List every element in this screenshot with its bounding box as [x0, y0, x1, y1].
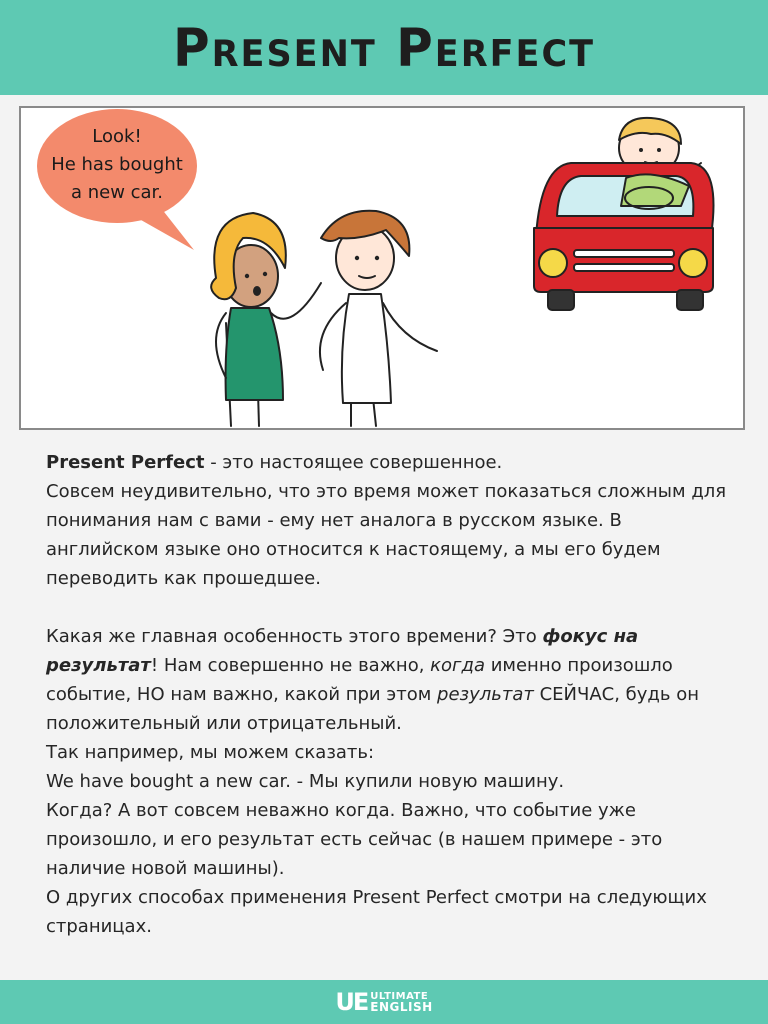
logo-mark: UE	[335, 988, 368, 1016]
paragraph-explanation: Когда? А вот совсем неважно когда. Важно, что событие уже произошло, и его результат есть сейчас (в нашем примере - это наличие новой машины).	[46, 800, 663, 879]
term-present-perfect: Present Perfect	[46, 452, 205, 473]
boy-figure	[320, 211, 437, 426]
definition-text: - это настоящее совершенное.	[204, 452, 503, 473]
paragraph-intro: Совсем неудивительно, что это время может показаться сложным для понимания нам с вами - ему нет аналога в русском языке. В английском языке оно относится к настоящему, а мы его будем переводить как прошедшее.	[46, 481, 727, 589]
feature-text-c: именно произошло событие, НО нам важно, какой при этом	[46, 655, 673, 705]
word-result: результат	[437, 684, 534, 705]
logo-line-2: ENGLISH	[370, 1000, 433, 1014]
paragraph-example: We have bought a new car. - Мы купили новую машину.	[46, 771, 565, 792]
illustration-panel	[19, 106, 745, 430]
paragraph-main-feature	[46, 622, 736, 738]
feature-text-b: ! Нам совершенно не важно,	[150, 655, 431, 676]
bubble-line-2: He has bought	[51, 154, 183, 175]
body-text	[46, 448, 736, 941]
feature-text-a: Какая же главная особенность этого времени? Это	[46, 626, 543, 647]
footer-banner	[0, 980, 768, 1024]
ultimate-english-logo	[335, 988, 432, 1016]
paragraph-next-pages: О других способах применения Present Perfect смотри на следующих страницах.	[46, 887, 707, 937]
paragraph-definition	[46, 448, 736, 477]
bubble-line-1: Look!	[92, 126, 142, 147]
feature-text-d: СЕЙЧАС, будь он положительный или отрицательный.	[46, 684, 699, 734]
bubble-line-3: a new car.	[70, 182, 164, 203]
speech-bubble-text	[33, 123, 201, 207]
paragraph-example-intro: Так например, мы можем сказать:	[46, 742, 375, 763]
girl-figure	[211, 213, 321, 426]
focus-on-result: фокус на результат	[46, 626, 639, 676]
logo-line-1: ULTIMATE	[370, 991, 429, 1002]
car-with-driver	[534, 118, 714, 310]
word-when: когда	[430, 655, 485, 676]
page-title: Present Perfect	[172, 17, 596, 78]
header-banner	[0, 0, 768, 95]
